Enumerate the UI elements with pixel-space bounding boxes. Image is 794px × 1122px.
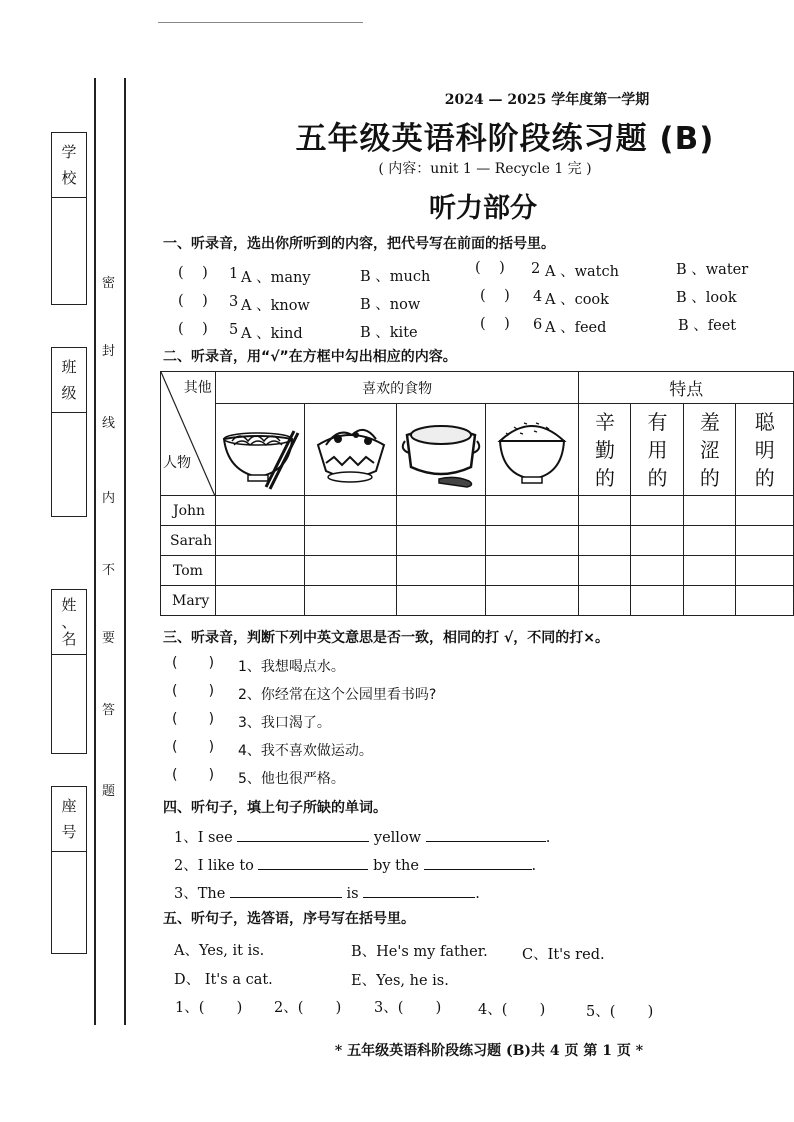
option-b: B 、water xyxy=(676,262,749,278)
check-cell[interactable] xyxy=(396,526,486,556)
name-label-3: 名 xyxy=(61,629,77,648)
check-cell[interactable] xyxy=(631,526,684,556)
check-cell[interactable] xyxy=(305,556,396,586)
sentence-text: yellow xyxy=(373,830,422,846)
check-cell[interactable] xyxy=(396,556,486,586)
option-b: B 、look xyxy=(676,290,737,306)
rice-bowl-icon xyxy=(490,405,574,491)
class-label-1: 班 xyxy=(61,358,77,376)
answer-slot: 2、( ) xyxy=(274,1000,342,1016)
sentence-text: by the xyxy=(373,858,419,874)
trait-char: 明 xyxy=(754,437,775,462)
trait-helpful xyxy=(631,404,684,496)
answer-paren: ( ) xyxy=(480,316,510,332)
sentence-text: . xyxy=(531,858,537,874)
food-header: 喜欢的食物 xyxy=(215,372,579,404)
option-a: A 、cook xyxy=(545,292,609,308)
check-cell[interactable] xyxy=(684,496,736,526)
check-cell[interactable] xyxy=(736,556,794,586)
table-row xyxy=(161,496,794,526)
check-cell[interactable] xyxy=(305,496,396,526)
trait-char: 勤 xyxy=(594,437,615,462)
check-cell[interactable] xyxy=(215,586,305,616)
page-title: 五年级英语科阶段练习题 (B) xyxy=(295,121,715,157)
answer-paren: ( ) xyxy=(172,739,215,755)
option-b: B 、kite xyxy=(360,325,418,341)
school-label-1: 学 xyxy=(61,143,77,161)
check-cell[interactable] xyxy=(215,526,305,556)
section2-heading: 二、听录音，用“√”在方框中勾出相应的内容。 xyxy=(163,349,457,365)
seal-char: 内 xyxy=(102,491,116,506)
food-cell xyxy=(305,404,396,496)
item-num: 5 xyxy=(229,322,239,338)
fill-blank[interactable] xyxy=(363,883,475,898)
sentence-text: 1、I see xyxy=(174,830,233,846)
seal-char: 封 xyxy=(102,344,116,359)
check-cell[interactable] xyxy=(305,586,396,616)
trait-char: 的 xyxy=(647,465,668,490)
answer-paren: ( ) xyxy=(178,265,208,281)
sentence-text: . xyxy=(475,886,480,902)
judge-item: 2、你经常在这个公园里看书吗? xyxy=(238,687,437,703)
slot-num: 4、 xyxy=(478,1002,502,1018)
corner-top-label: 其他 xyxy=(183,380,212,396)
answer-paren: ( ) xyxy=(475,260,505,276)
trait-char: 有 xyxy=(647,409,668,434)
seal-char: 密 xyxy=(102,276,116,291)
judge-item: 4、我不喜欢做运动。 xyxy=(238,743,373,759)
answer-paren: ( ) xyxy=(172,655,215,671)
check-cell[interactable] xyxy=(396,496,486,526)
table-row xyxy=(161,526,794,556)
school-label-2: 校 xyxy=(61,169,77,187)
option-a: A 、know xyxy=(241,298,310,314)
fill-line-3 xyxy=(174,882,480,903)
trait-hardworking xyxy=(579,404,631,496)
trait-char: 涩 xyxy=(699,437,720,462)
trait-char: 的 xyxy=(754,465,775,490)
fill-line-2 xyxy=(174,854,536,875)
trait-clever xyxy=(736,404,794,496)
item-num: 6 xyxy=(533,317,543,333)
check-cell[interactable] xyxy=(215,496,305,526)
answer-option: B、He's my father. xyxy=(351,944,488,960)
check-cell[interactable] xyxy=(631,586,684,616)
trait-char: 羞 xyxy=(699,409,720,434)
person-name: Mary xyxy=(161,586,216,616)
answer-paren: ( ) xyxy=(178,293,208,309)
corner-bottom-label: 人物 xyxy=(163,455,191,471)
person-name: John xyxy=(161,496,216,526)
option-b: B 、much xyxy=(360,269,431,285)
item-num: 3 xyxy=(229,294,239,310)
check-cell[interactable] xyxy=(396,586,486,616)
name-label-1: 姓 xyxy=(61,595,77,614)
judge-item: 5、他也很严格。 xyxy=(238,771,345,787)
check-cell[interactable] xyxy=(215,556,305,586)
person-name: Sarah xyxy=(161,526,216,556)
option-a: A 、feed xyxy=(545,320,607,336)
check-cell[interactable] xyxy=(579,526,631,556)
sentence-text: 3、The xyxy=(174,886,226,902)
section1-heading: 一、听录音，选出你所听到的内容，把代号写在前面的括号里。 xyxy=(163,236,555,252)
check-cell[interactable] xyxy=(486,526,579,556)
fill-blank[interactable] xyxy=(258,855,368,870)
soup-pot-icon xyxy=(399,405,483,491)
class-field xyxy=(51,347,87,517)
section4-heading: 四、听句子，填上句子所缺的单词。 xyxy=(163,800,387,816)
name-field xyxy=(51,589,87,754)
answer-paren: ( ) xyxy=(172,683,215,699)
answer-slot: 1、( ) xyxy=(175,1000,243,1016)
check-cell[interactable] xyxy=(579,586,631,616)
scan-line xyxy=(158,22,363,23)
section5-heading: 五、听句子，选答语，序号写在括号里。 xyxy=(163,911,415,927)
trait-char: 的 xyxy=(594,465,615,490)
check-cell[interactable] xyxy=(736,526,794,556)
table-row xyxy=(161,586,794,616)
check-cell[interactable] xyxy=(631,496,684,526)
preference-table xyxy=(160,371,794,616)
check-cell[interactable] xyxy=(736,496,794,526)
item-num: 2 xyxy=(531,261,541,277)
noodle-bowl-icon xyxy=(218,405,302,491)
seal-char: 答 xyxy=(102,703,116,718)
option-b: B 、feet xyxy=(678,318,737,334)
option-a: A 、watch xyxy=(545,264,619,280)
table-row xyxy=(161,556,794,586)
check-cell[interactable] xyxy=(631,556,684,586)
answer-paren: ( ) xyxy=(172,711,215,727)
option-b: B 、now xyxy=(360,297,421,313)
seat-field xyxy=(51,786,87,954)
fish-dish-icon xyxy=(308,405,392,491)
sentence-text: . xyxy=(545,830,551,846)
fill-blank[interactable] xyxy=(237,827,369,842)
option-a: A 、many xyxy=(241,270,311,286)
answer-slot: 4、( ) xyxy=(478,1002,546,1018)
answer-paren: ( ) xyxy=(480,288,510,304)
check-cell[interactable] xyxy=(684,556,736,586)
answer-paren: ( ) xyxy=(178,321,208,337)
check-cell[interactable] xyxy=(486,496,579,526)
answer-slot: 5、( ) xyxy=(586,1004,654,1020)
judge-item: 3、我口渴了。 xyxy=(238,715,331,731)
seal-char: 线 xyxy=(102,416,116,431)
answer-option: E、Yes, he is. xyxy=(351,973,449,989)
class-label-2: 级 xyxy=(61,384,77,402)
slot-num: 5、 xyxy=(586,1004,610,1020)
sentence-text: 2、I like to xyxy=(174,858,254,874)
answer-option: C、It's red. xyxy=(522,947,605,963)
food-cell xyxy=(215,404,305,496)
fill-blank[interactable] xyxy=(426,827,546,842)
answer-slot: 3、( ) xyxy=(374,1000,442,1016)
item-num: 1 xyxy=(229,266,239,282)
seat-label-2: 号 xyxy=(61,823,77,841)
section3-heading: 三、听录音，判断下列中英文意思是否一致，相同的打 √，不同的打×。 xyxy=(163,630,609,646)
check-cell[interactable] xyxy=(736,586,794,616)
page-footer: * 五年级英语科阶段练习题 (B)共 4 页 第 1 页 * xyxy=(334,1043,644,1059)
trait-char: 辛 xyxy=(594,409,615,434)
fill-blank[interactable] xyxy=(230,883,342,898)
answer-paren: ( ) xyxy=(172,767,215,783)
check-cell[interactable] xyxy=(486,586,579,616)
trait-char: 用 xyxy=(647,437,668,462)
seal-char: 题 xyxy=(102,784,116,799)
seat-label-1: 座 xyxy=(61,797,77,815)
trait-shy xyxy=(684,404,736,496)
seal-char: 不 xyxy=(102,563,116,578)
fill-line-1 xyxy=(174,826,550,847)
item-num: 4 xyxy=(533,289,543,305)
food-cell xyxy=(486,404,579,496)
judge-item: 1、我想喝点水。 xyxy=(238,659,345,675)
sentence-text: is xyxy=(346,886,359,902)
option-a: A 、kind xyxy=(241,326,303,342)
content-scope: ( 内容：unit 1 — Recycle 1 完 ) xyxy=(378,161,592,177)
answer-option: A、Yes, it is. xyxy=(174,943,265,959)
person-name: Tom xyxy=(161,556,216,586)
trait-char: 的 xyxy=(699,465,720,490)
corner-cell xyxy=(161,372,216,496)
seal-char: 要 xyxy=(102,631,116,646)
trait-header: 特点 xyxy=(579,372,794,404)
slot-num: 2、 xyxy=(274,1000,298,1016)
check-cell[interactable] xyxy=(486,556,579,586)
answer-option: D、 It's a cat. xyxy=(174,972,273,988)
check-cell[interactable] xyxy=(684,526,736,556)
fill-blank[interactable] xyxy=(424,855,532,870)
check-cell[interactable] xyxy=(684,586,736,616)
name-label-2: 、 xyxy=(61,612,77,631)
slot-num: 3、 xyxy=(374,1000,398,1016)
check-cell[interactable] xyxy=(579,496,631,526)
part-title: 听力部分 xyxy=(429,193,537,224)
food-cell xyxy=(396,404,486,496)
check-cell[interactable] xyxy=(579,556,631,586)
school-year: 2024 — 2025 学年度第一学期 xyxy=(444,92,650,108)
slot-num: 1、 xyxy=(175,1000,199,1016)
check-cell[interactable] xyxy=(305,526,396,556)
trait-char: 聪 xyxy=(754,409,775,434)
